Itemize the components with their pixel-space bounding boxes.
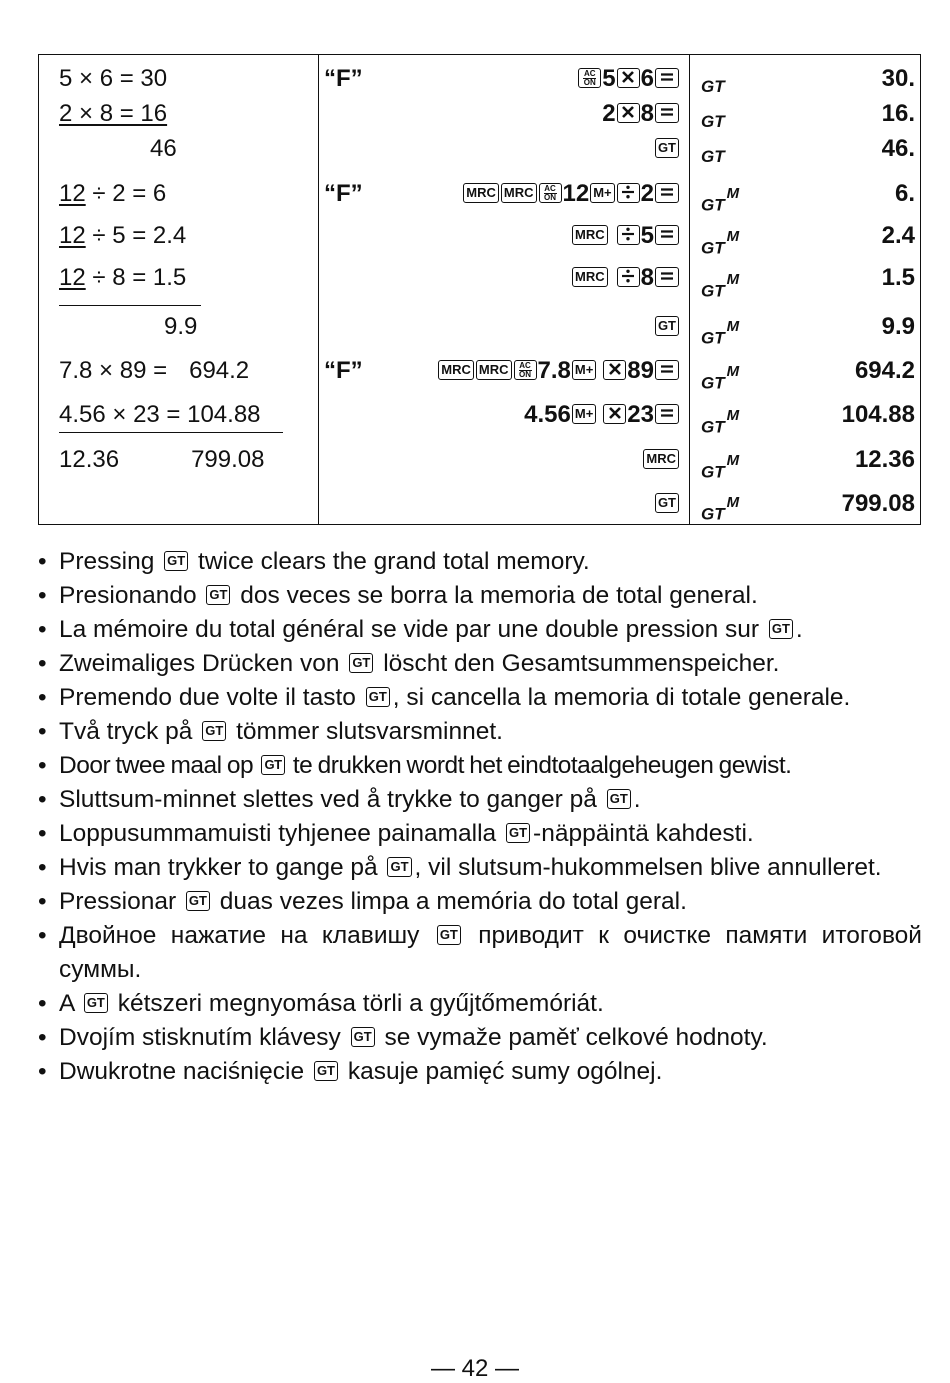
column-divider [318, 55, 319, 524]
memory-indicator: M [726, 318, 740, 335]
mode-label: “F” [324, 357, 363, 384]
mrc-key: MRC [476, 360, 512, 380]
key-label: ON [519, 369, 531, 379]
page-number: — 42 — [430, 1355, 520, 1382]
bullet-dot: • [38, 616, 47, 643]
indicator-text: GT [701, 417, 725, 437]
key-sequence [602, 100, 680, 128]
key-sequence [571, 264, 680, 292]
display-value: 12.36 [854, 446, 915, 473]
instruction-text: Två tryck på [59, 718, 193, 745]
instruction-text: Loppusummamuisti tyhjenee painamalla [59, 820, 497, 847]
divide-key [617, 225, 640, 245]
memory-indicator: M [726, 228, 740, 245]
list-item [38, 987, 922, 1021]
underlined-number: 12 [59, 180, 86, 207]
digit: 23 [627, 401, 654, 428]
indicator-text: GT [701, 328, 725, 348]
display-value: 2.4 [881, 222, 915, 249]
gt-key: GT [84, 993, 108, 1013]
gt-key: GT [206, 585, 230, 605]
instruction-text: Premendo due volte il tasto [59, 684, 356, 711]
calc-text: 799.08 [191, 446, 265, 473]
key-sequence [654, 313, 680, 341]
instruction-text: La mémoire du total général se vide par une double pression sur [59, 616, 760, 643]
underlined-number: 12 [59, 222, 86, 249]
instructions-list [38, 545, 922, 1089]
gt-key: GT [387, 857, 411, 877]
calc-text: 12.36 [59, 446, 120, 473]
gt-m-indicator [701, 453, 739, 487]
list-item [38, 851, 922, 885]
instruction-text: se vymaže paměť celkové hodnoty. [384, 1024, 768, 1051]
column-divider [689, 55, 690, 524]
underlined-number: 12 [59, 264, 86, 291]
mrc-key: MRC [572, 225, 608, 245]
mrc-key: MRC [501, 183, 537, 203]
calc-line: 5 × 6 = 30 [59, 65, 168, 92]
instruction-text: kasuje pamięć sumy ogólnej. [347, 1058, 663, 1085]
bullet-dot: • [38, 888, 47, 915]
digit: 2 [640, 180, 654, 207]
gt-key: GT [164, 551, 188, 571]
equals-key [655, 360, 679, 380]
indicator-text: GT [701, 462, 725, 482]
gt-m-indicator [701, 364, 739, 398]
bullet-dot: • [38, 1024, 47, 1051]
equals-key [655, 183, 679, 203]
m-plus-key: M+ [590, 183, 614, 203]
ac-on-key [539, 183, 562, 203]
equals-key [655, 225, 679, 245]
instruction-text: tömmer slutsvarsminnet. [236, 718, 503, 745]
mode-label: “F” [324, 65, 363, 92]
instruction-text: приводит к очистке памяти итоговой суммы. [59, 922, 922, 983]
digit: 4.56 [524, 401, 571, 428]
gt-indicator [701, 73, 725, 101]
indicator-text: GT [701, 195, 725, 215]
equals-key [655, 267, 679, 287]
mrc-key: MRC [463, 183, 499, 203]
display-value: 9.9 [881, 313, 915, 340]
gt-key: GT [314, 1061, 338, 1081]
list-item [38, 817, 922, 851]
key-sequence [654, 135, 680, 163]
divide-key [617, 267, 640, 287]
instruction-text: . [795, 616, 803, 643]
mrc-key: MRC [572, 267, 608, 287]
bullet-dot: • [38, 582, 47, 609]
instruction-text: kétszeri megnyomása törli a gyűjtőmemóriát. [117, 990, 604, 1017]
key-label: ON [544, 192, 557, 202]
gt-key: GT [351, 1027, 375, 1047]
multiply-key [603, 404, 626, 424]
gt-key: GT [655, 316, 679, 336]
list-item [38, 885, 922, 919]
gt-m-indicator [701, 408, 739, 442]
display-value: 46. [881, 135, 915, 162]
sum-rule [59, 432, 283, 433]
bullet-dot: • [38, 718, 47, 745]
ac-on-key [578, 68, 601, 88]
indicator-text: GT [701, 504, 725, 524]
digit: 8 [640, 100, 654, 127]
display-value: 694.2 [854, 357, 915, 384]
gt-indicator [701, 143, 725, 171]
equals-key [655, 68, 679, 88]
key-label: ON [583, 77, 596, 87]
key-label: AC [544, 183, 556, 193]
instruction-text: Zweimaliges Drücken von [59, 650, 340, 677]
instruction-text: , vil slutsum-hukommelsen blive annulleret. [414, 854, 882, 881]
m-plus-key: M+ [572, 360, 596, 380]
gt-key: GT [437, 925, 461, 945]
gt-indicator [701, 108, 725, 136]
digit: 5 [640, 222, 654, 249]
calc-text: ÷ 5 = 2.4 [85, 222, 187, 249]
instruction-text: dos veces se borra la memoria de total general. [240, 582, 758, 609]
instruction-text: Hvis man trykker to gange på [59, 854, 378, 881]
divide-key [617, 183, 640, 203]
instruction-text: Door twee maal op [59, 752, 254, 779]
bullet-dot: • [38, 752, 47, 779]
instruction-text: Двойное нажатие на клавишу [59, 922, 420, 949]
key-sequence [462, 180, 680, 208]
indicator-text: GT [701, 373, 725, 393]
calc-line [59, 180, 166, 208]
gt-m-indicator [701, 319, 739, 353]
key-sequence [571, 222, 680, 250]
memory-indicator: M [726, 185, 740, 202]
multiply-key [617, 103, 640, 123]
key-sequence [642, 446, 680, 474]
calc-text: 7.8 × 89 = [59, 357, 168, 384]
gt-m-indicator [701, 272, 739, 306]
calc-line [59, 357, 249, 385]
memory-indicator: M [726, 407, 740, 424]
instruction-text: A [59, 990, 74, 1017]
instruction-text: te drukken wordt het eindtotaalgeheugen gewist. [292, 752, 792, 779]
display-value: 6. [894, 180, 915, 207]
gt-key: GT [186, 891, 210, 911]
bullet-dot: • [38, 786, 47, 813]
list-item [38, 783, 922, 817]
indicator-text: GT [701, 112, 725, 131]
calc-line [59, 222, 186, 250]
display-value: 30. [881, 65, 915, 92]
indicator-text: GT [701, 281, 725, 301]
display-value: 799.08 [841, 490, 915, 517]
list-item [38, 681, 922, 715]
digit: 5 [602, 65, 616, 92]
m-plus-key: M+ [572, 404, 596, 424]
gt-key: GT [506, 823, 530, 843]
gt-key: GT [366, 687, 390, 707]
display-value: 1.5 [881, 264, 915, 291]
key-sequence [654, 490, 680, 518]
key-sequence [524, 401, 680, 429]
bullet-dot: • [38, 1058, 47, 1085]
key-label: AC [584, 68, 596, 78]
bullet-dot: • [38, 684, 47, 711]
memory-indicator: M [726, 363, 740, 380]
list-item [38, 647, 922, 681]
digit: 7.8 [537, 357, 571, 384]
display-value: 16. [881, 100, 915, 127]
mode-label: “F” [324, 180, 363, 207]
instruction-text: Dvojím stisknutím klávesy [59, 1024, 341, 1051]
calc-line [59, 264, 186, 292]
multiply-key [617, 68, 640, 88]
list-item [38, 579, 922, 613]
list-item [38, 613, 922, 647]
key-sequence [437, 357, 680, 385]
instruction-text: , si cancella la memoria di totale generale. [392, 684, 851, 711]
gt-key: GT [769, 619, 793, 639]
list-item [38, 715, 922, 749]
instruction-text: duas vezes limpa a memória do total geral. [219, 888, 687, 915]
equals-key [655, 404, 679, 424]
calc-line: 4.56 × 23 = 104.88 [59, 401, 261, 428]
memory-indicator: M [726, 494, 740, 511]
gt-key: GT [349, 653, 373, 673]
instruction-text: Pressionar [59, 888, 177, 915]
digit: 2 [602, 100, 616, 127]
key-label: AC [519, 360, 531, 370]
bullet-dot: • [38, 548, 47, 575]
gt-m-indicator [701, 229, 739, 263]
list-item [38, 1055, 922, 1089]
multiply-key [603, 360, 626, 380]
calc-line: 2 × 8 = 16 [59, 100, 168, 127]
gt-key: GT [261, 755, 284, 775]
ac-on-key [514, 360, 537, 380]
example-table [38, 54, 921, 525]
instruction-text: twice clears the grand total memory. [198, 548, 590, 575]
list-item [38, 749, 922, 783]
bullet-dot: • [38, 650, 47, 677]
indicator-text: GT [701, 238, 725, 258]
calc-result: 9.9 [164, 313, 198, 340]
list-item [38, 919, 922, 987]
calc-text: ÷ 8 = 1.5 [85, 264, 187, 291]
instruction-text: Pressing [59, 548, 155, 575]
list-item [38, 545, 922, 579]
calc-text: ÷ 2 = 6 [85, 180, 167, 207]
instruction-text: . [633, 786, 641, 813]
instruction-text: Dwukrotne naciśnięcie [59, 1058, 305, 1085]
mrc-key: MRC [643, 449, 679, 469]
display-value: 104.88 [841, 401, 915, 428]
calc-line [59, 446, 264, 474]
digit: 89 [627, 357, 654, 384]
digit: 8 [640, 264, 654, 291]
calc-text: 694.2 [189, 357, 250, 384]
gt-key: GT [655, 138, 679, 158]
key-sequence [577, 65, 680, 93]
equals-key [655, 103, 679, 123]
digit: 12 [562, 180, 590, 207]
memory-indicator: M [726, 452, 740, 469]
gt-key: GT [607, 789, 631, 809]
indicator-text: GT [701, 147, 725, 166]
bullet-dot: • [38, 990, 47, 1017]
digit: 6 [640, 65, 654, 92]
bullet-dot: • [38, 820, 47, 847]
instruction-text: -näppäintä kahdesti. [533, 820, 754, 847]
bullet-dot: • [38, 922, 47, 949]
memory-indicator: M [726, 271, 740, 288]
instruction-text: löscht den Gesamtsummenspeicher. [383, 650, 780, 677]
indicator-text: GT [701, 77, 725, 96]
bullet-dot: • [38, 854, 47, 881]
sum-rule [59, 305, 201, 306]
gt-m-indicator [701, 495, 739, 529]
list-item [38, 1021, 922, 1055]
instruction-text: Sluttsum-minnet slettes ved å trykke to ganger på [59, 786, 597, 813]
gt-m-indicator [701, 186, 739, 220]
mrc-key: MRC [438, 360, 474, 380]
gt-key: GT [655, 493, 679, 513]
gt-key: GT [202, 721, 226, 741]
instruction-text: Presionando [59, 582, 197, 609]
calc-result: 46 [150, 135, 177, 162]
